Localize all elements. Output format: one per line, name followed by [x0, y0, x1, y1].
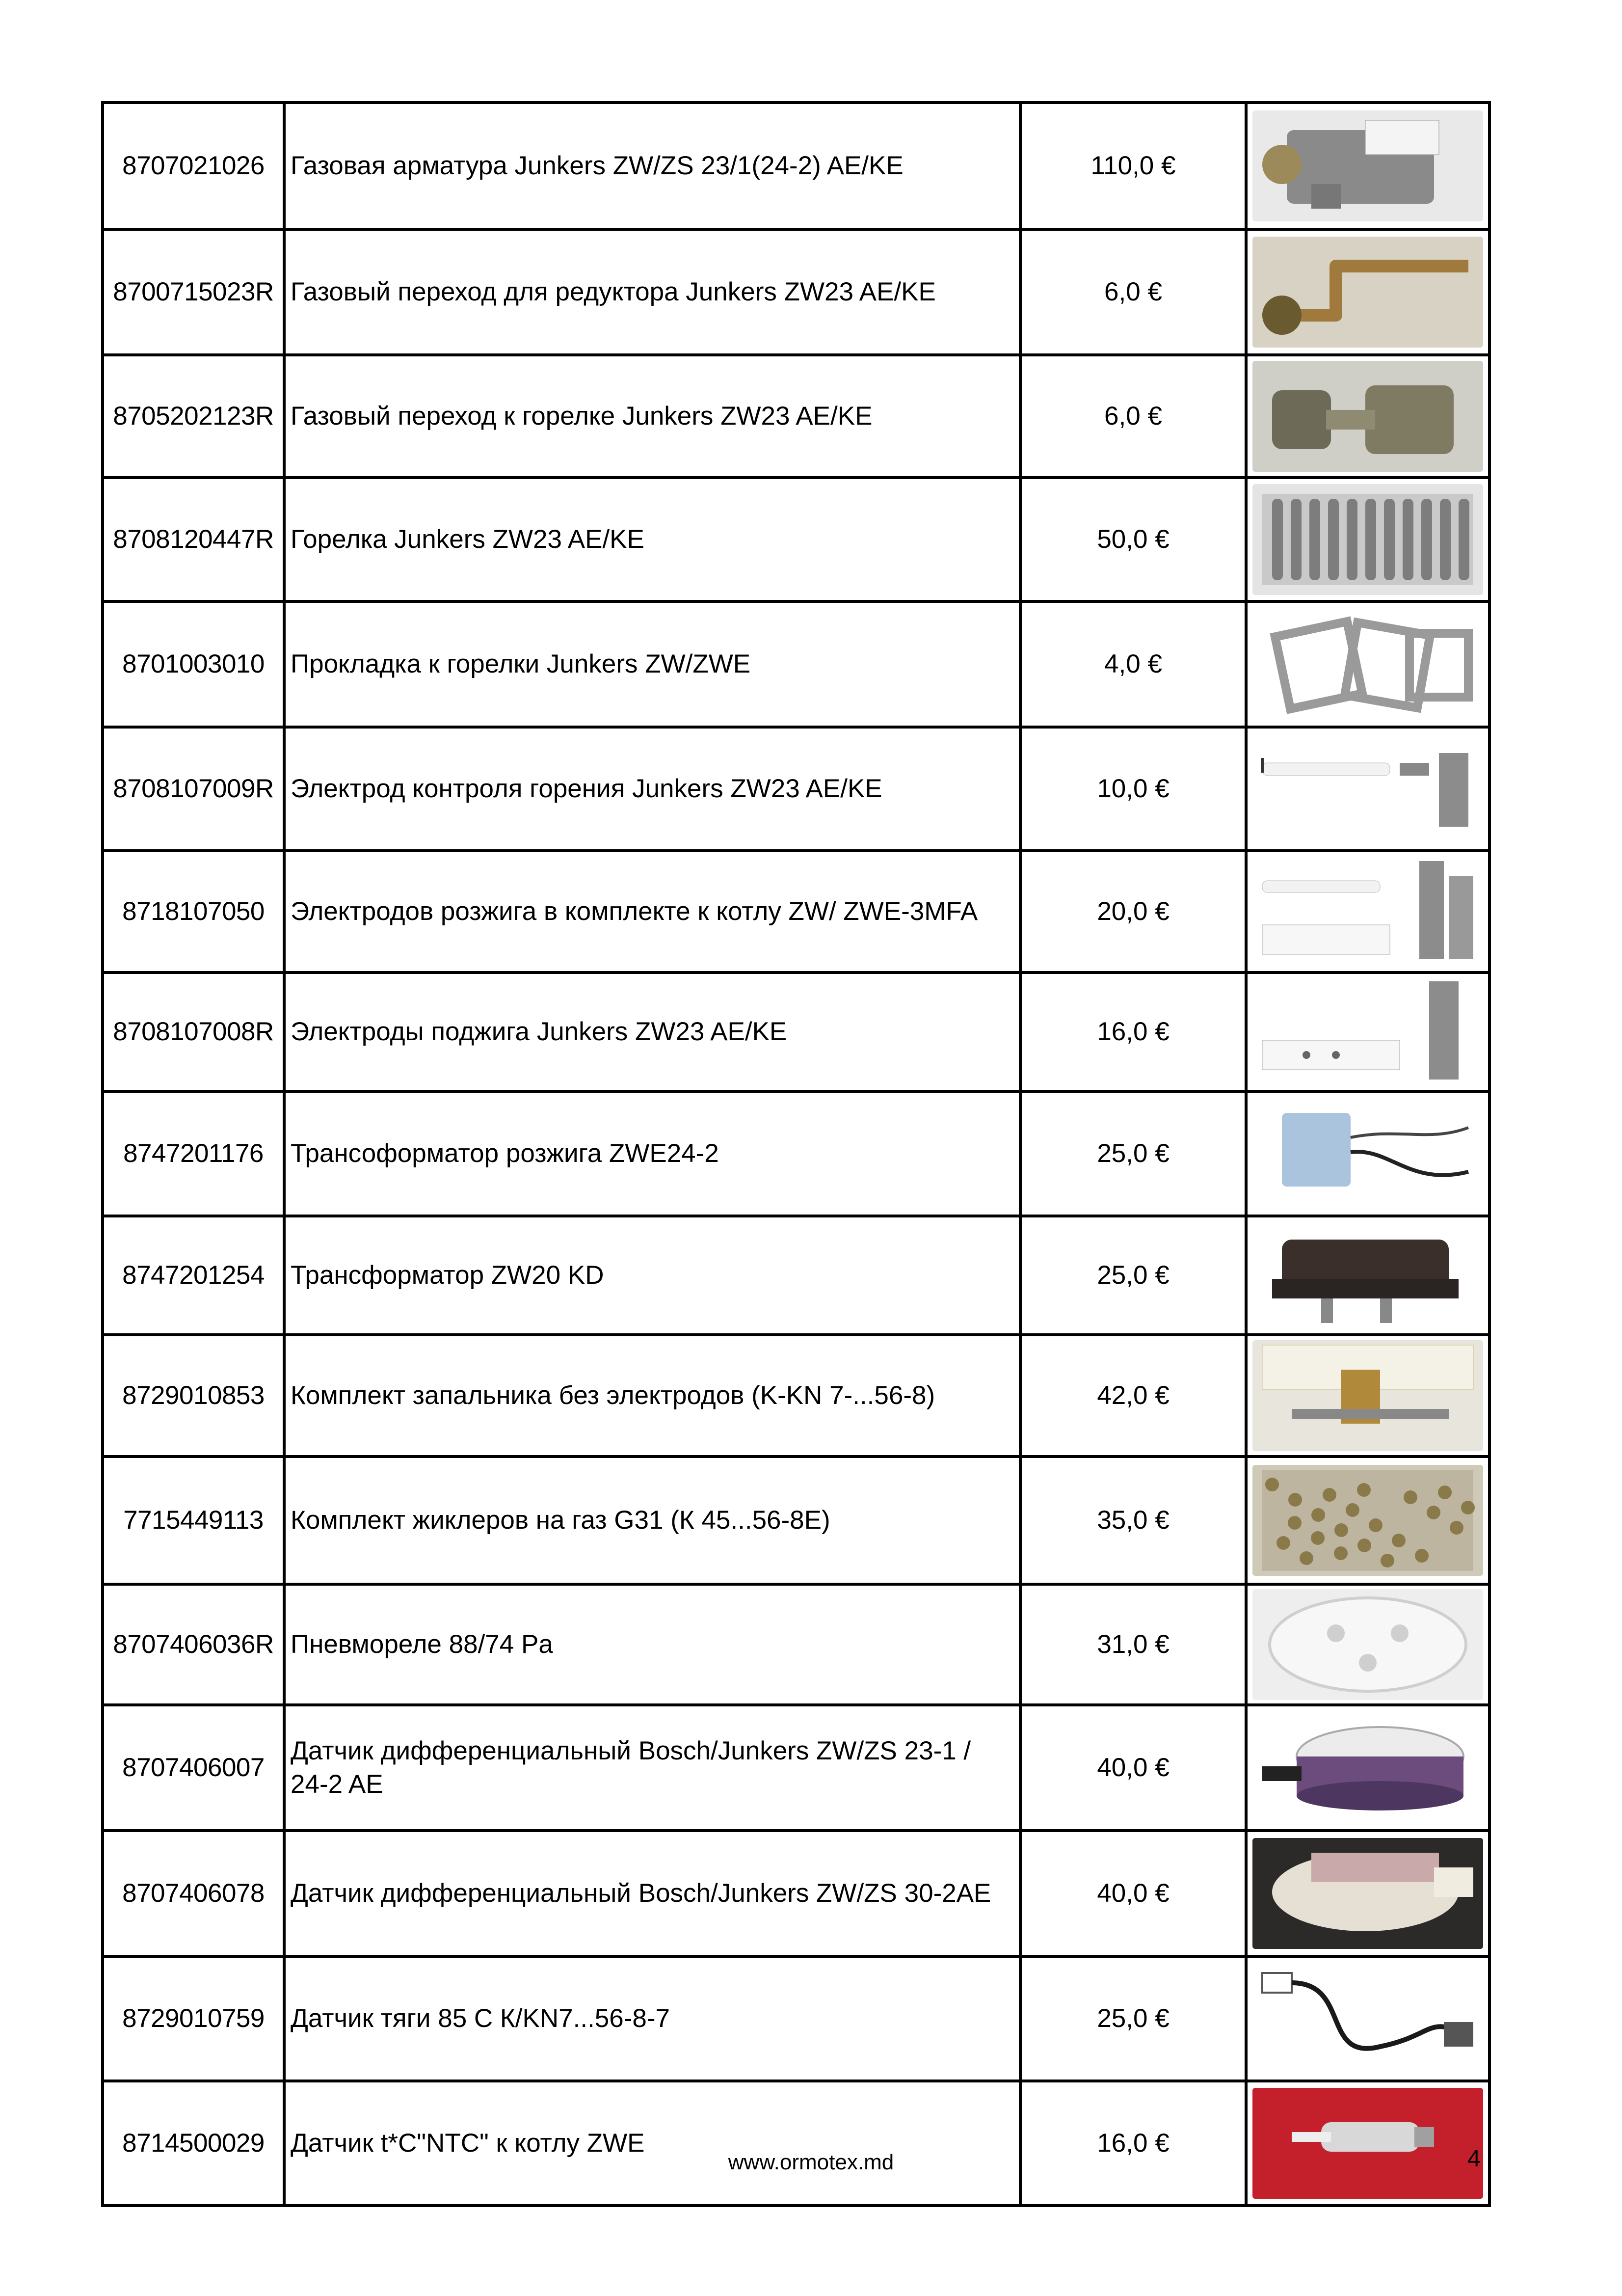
part-photo-cell [1246, 229, 1489, 355]
part-price: 10,0 € [1020, 727, 1246, 851]
part-price: 40,0 € [1020, 1831, 1246, 1956]
part-photo-cell [1246, 355, 1489, 478]
nozzle-kit-photo [1252, 1465, 1483, 1576]
part-photo-cell [1246, 1335, 1489, 1457]
transformer-photo [1252, 1220, 1483, 1331]
burner-gas-adapter-photo [1252, 361, 1483, 472]
part-name: Газовая арматура Junkers ZW/ZS 23/1(24-2) AE/KE [284, 103, 1020, 229]
part-price: 110,0 € [1020, 103, 1246, 229]
part-name: Датчик дифференциальный Bosch/Junkers ZW/ZS 30-2AE [284, 1831, 1020, 1956]
part-name: Датчик тяги 85 С К/KN7...56-8-7 [284, 1956, 1020, 2081]
part-photo-cell [1246, 1457, 1489, 1584]
part-price: 35,0 € [1020, 1457, 1246, 1584]
part-name: Комплект жиклеров на газ G31 (К 45...56-8E) [284, 1457, 1020, 1584]
part-price: 25,0 € [1020, 1091, 1246, 1216]
part-photo-cell [1246, 851, 1489, 972]
footer-url[interactable]: www.ormotex.md [728, 2150, 894, 2174]
part-price: 6,0 € [1020, 355, 1246, 478]
table-row [103, 1956, 1489, 2081]
part-name: Горелка Junkers ZW23 AE/KE [284, 478, 1020, 601]
part-code: 8747201254 [103, 1216, 284, 1335]
part-name: Газовый переход к горелке Junkers ZW23 AE/KE [284, 355, 1020, 478]
table-row [103, 2081, 1489, 2206]
table-row [103, 727, 1489, 851]
part-code: 8708107008R [103, 972, 284, 1091]
part-name: Электрод контроля горения Junkers ZW23 AE/KE [284, 727, 1020, 851]
part-name: Комплект запальника без электродов (K-KN 7-...56-8) [284, 1335, 1020, 1457]
part-photo-cell [1246, 103, 1489, 229]
part-name: Электродов розжига в комплекте к котлу ZW/ ZWE-3MFA [284, 851, 1020, 972]
table-row [103, 1705, 1489, 1831]
table-row [103, 1831, 1489, 1956]
table-row [103, 972, 1489, 1091]
table-row [103, 1216, 1489, 1335]
part-code: 8729010853 [103, 1335, 284, 1457]
part-code: 8707406036R [103, 1584, 284, 1705]
part-code: 7715449113 [103, 1457, 284, 1584]
part-code: 8729010759 [103, 1956, 284, 2081]
part-photo-cell [1246, 478, 1489, 601]
part-code: 8707021026 [103, 103, 284, 229]
table-row [103, 103, 1489, 229]
part-photo-cell [1246, 601, 1489, 727]
part-name: Прокладка к горелки Junkers ZW/ZWE [284, 601, 1020, 727]
part-price: 6,0 € [1020, 229, 1246, 355]
part-price: 20,0 € [1020, 851, 1246, 972]
part-price: 31,0 € [1020, 1584, 1246, 1705]
part-price: 25,0 € [1020, 1956, 1246, 2081]
part-photo-cell [1246, 972, 1489, 1091]
pressure-switch-photo [1252, 1589, 1483, 1700]
price-table [101, 101, 1491, 2207]
pilot-kit-photo [1252, 1340, 1483, 1451]
part-code: 8708120447R [103, 478, 284, 601]
part-price: 40,0 € [1020, 1705, 1246, 1831]
ntc-sensor-photo [1252, 2088, 1483, 2199]
part-photo-cell [1246, 727, 1489, 851]
differential-sensor-2-photo [1252, 1838, 1483, 1949]
part-photo-cell [1246, 1584, 1489, 1705]
part-name: Газовый переход для редуктора Junkers ZW23 AE/KE [284, 229, 1020, 355]
part-code: 8747201176 [103, 1091, 284, 1216]
part-name: Датчик t*C"NTC" к котлу ZWE [284, 2081, 1020, 2206]
part-code: 8705202123R [103, 355, 284, 478]
part-price: 42,0 € [1020, 1335, 1246, 1457]
table-row [103, 355, 1489, 478]
part-photo-cell [1246, 2081, 1489, 2206]
ignition-electrodes-photo [1252, 976, 1483, 1087]
part-code: 8708107009R [103, 727, 284, 851]
table-row [103, 1335, 1489, 1457]
table-row [103, 478, 1489, 601]
ignition-electrodes-set-photo [1252, 856, 1483, 967]
ignition-transformer-photo [1252, 1098, 1483, 1209]
ionization-electrode-photo [1252, 733, 1483, 844]
table-row [103, 1584, 1489, 1705]
part-name: Пневмореле 88/74 Pa [284, 1584, 1020, 1705]
part-code: 8707406078 [103, 1831, 284, 1956]
differential-sensor-photo [1252, 1712, 1483, 1823]
part-name: Электроды поджига Junkers ZW23 AE/KE [284, 972, 1020, 1091]
table-row [103, 601, 1489, 727]
part-code: 8700715023R [103, 229, 284, 355]
part-photo-cell [1246, 1705, 1489, 1831]
table-row [103, 1457, 1489, 1584]
part-price: 50,0 € [1020, 478, 1246, 601]
part-photo-cell [1246, 1091, 1489, 1216]
part-name: Трансформатор ZW20 KD [284, 1216, 1020, 1335]
burner-photo [1252, 484, 1483, 595]
part-price: 25,0 € [1020, 1216, 1246, 1335]
part-photo-cell [1246, 1831, 1489, 1956]
part-photo-cell [1246, 1216, 1489, 1335]
part-photo-cell [1246, 1956, 1489, 2081]
part-code: 8701003010 [103, 601, 284, 727]
part-price: 16,0 € [1020, 2081, 1246, 2206]
gas-valve-photo [1252, 110, 1483, 221]
part-name: Датчик дифференциальный Bosch/Junkers ZW/ZS 23-1 / 24-2 AE [284, 1705, 1020, 1831]
part-code: 8718107050 [103, 851, 284, 972]
draft-sensor-photo [1252, 1963, 1483, 2074]
part-name: Трансоформатор розжига ZWE24-2 [284, 1091, 1020, 1216]
page-number: 4 [1467, 2146, 1481, 2172]
gas-pipe-adapter-photo [1252, 237, 1483, 348]
table-row [103, 229, 1489, 355]
part-price: 4,0 € [1020, 601, 1246, 727]
gasket-photo [1252, 609, 1483, 720]
part-price: 16,0 € [1020, 972, 1246, 1091]
table-row [103, 851, 1489, 972]
table-row [103, 1091, 1489, 1216]
part-code: 8714500029 [103, 2081, 284, 2206]
part-code: 8707406007 [103, 1705, 284, 1831]
